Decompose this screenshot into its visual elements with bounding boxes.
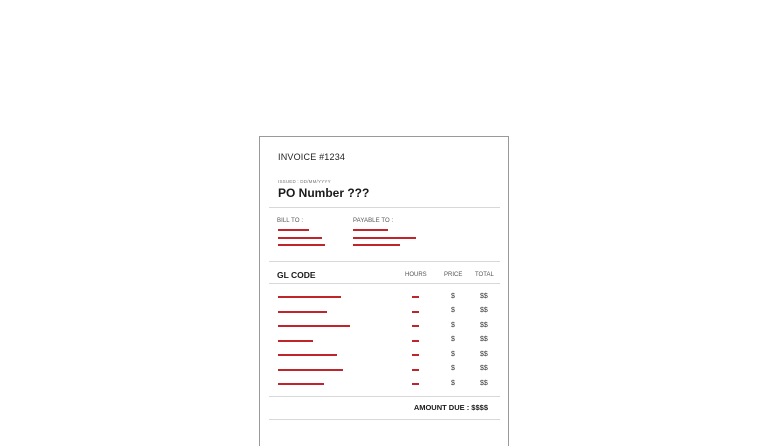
price-cell: $ [451,380,455,387]
price-cell: $ [451,336,455,343]
amount-due: AMOUNT DUE : $$$$ [413,403,488,412]
total-cell: $$ [480,293,488,300]
payable-to-label: PAYABLE TO : [353,218,394,224]
hours-line [412,369,419,371]
hours-line [412,311,419,313]
total-cell: $$ [480,307,488,314]
total-cell: $$ [480,351,488,358]
price-cell: $ [451,293,455,300]
invoice-sheet [259,136,509,446]
hours-line [412,296,419,298]
issued-date-label: ISSUED : DD/MM/YYYY [278,179,331,184]
gl-code-line [278,383,324,385]
invoice-title: INVOICE #1234 [278,152,346,162]
price-cell: $ [451,351,455,358]
hours-line [412,354,419,356]
payable-to-line [353,244,400,246]
gl-code-line [278,354,337,356]
hours-line [412,383,419,385]
price-cell: $ [451,322,455,329]
bill-to-line [278,229,309,231]
payable-to-line [353,229,388,231]
total-cell: $$ [480,322,488,329]
total-cell: $$ [480,336,488,343]
price-cell: $ [451,365,455,372]
gl-code-line [278,296,341,298]
gl-code-header: GL CODE [277,270,316,280]
price-header: PRICE [444,272,463,278]
divider [269,283,500,284]
hours-header: HOURS [405,272,427,278]
hours-line [412,325,419,327]
payable-to-line [353,237,416,239]
po-number: PO Number ??? [278,186,370,200]
divider [269,261,500,262]
bill-to-line [278,237,322,239]
price-cell: $ [451,307,455,314]
divider [269,419,500,420]
hours-line [412,340,419,342]
gl-code-line [278,325,350,327]
divider [269,207,500,208]
bill-to-line [278,244,325,246]
total-header: TOTAL [475,272,494,278]
gl-code-line [278,311,327,313]
gl-code-line [278,369,343,371]
total-cell: $$ [480,380,488,387]
total-cell: $$ [480,365,488,372]
divider [269,396,500,397]
bill-to-label: BILL TO : [277,218,304,224]
gl-code-line [278,340,313,342]
